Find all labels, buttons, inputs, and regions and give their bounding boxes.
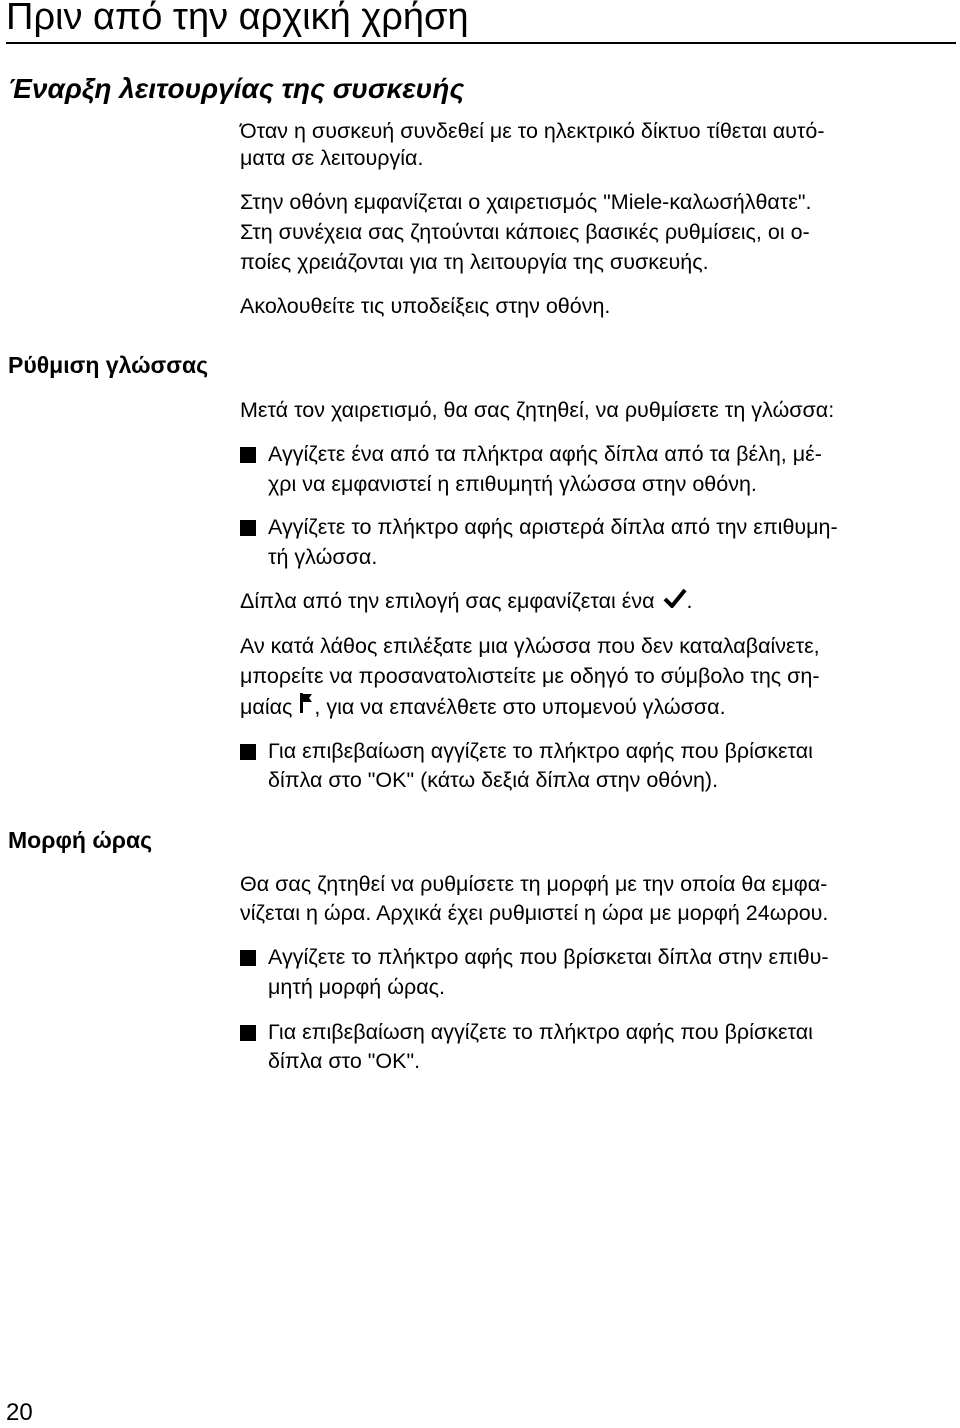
square-bullet-icon: [240, 1025, 256, 1041]
check-note-suffix: .: [686, 589, 693, 613]
time-step-line: μητή μορφή ώρας.: [268, 975, 445, 999]
language-side-label: Ρύθμιση γλώσσας: [8, 352, 209, 378]
startup-text-line: Όταν η συσκευή συνδεθεί με το ηλεκτρικό δίκτυο τίθεται αυτό-: [240, 119, 825, 143]
flag-icon: [299, 692, 313, 714]
wrong-language-line: μπορείτε να προσανατολιστείτε με οδηγό το σύμβολο της ση-: [240, 664, 820, 688]
startup-text-line: ποίες χρειάζονται για τη λειτουργία της συσκευής.: [240, 250, 709, 274]
time-side-label: Μορφή ώρας: [8, 827, 153, 853]
language-step-line: Αγγίζετε ένα από τα πλήκτρα αφής δίπλα από τα βέλη, μέ-: [268, 442, 822, 466]
square-bullet-icon: [240, 950, 256, 966]
startup-text-line: Ακολουθείτε τις υποδείξεις στην οθόνη.: [240, 294, 611, 318]
wrong-language-text: μαίας: [240, 695, 293, 719]
wrong-language-line: [240, 692, 726, 722]
language-step-line: Αγγίζετε το πλήκτρο αφής αριστερά δίπλα από την επιθυμη-: [268, 515, 838, 539]
wrong-language-line: Αν κατά λάθος επιλέξατε μια γλώσσα που δεν καταλαβαίνετε,: [240, 634, 820, 658]
square-bullet-icon: [240, 447, 256, 463]
language-step-line: Για επιβεβαίωση αγγίζετε το πλήκτρο αφής που βρίσκεται: [268, 739, 813, 763]
time-intro-line: Θα σας ζητηθεί να ρυθμίσετε τη μορφή με την οποία θα εμφα-: [240, 872, 828, 896]
square-bullet-icon: [240, 520, 256, 536]
startup-text-line: Στην οθόνη εμφανίζεται ο χαιρετισμός "Miele-καλωσήλθατε".: [240, 190, 812, 214]
language-intro: Μετά τον χαιρετισμό, θα σας ζητηθεί, να ρυθμίσετε τη γλώσσα:: [240, 398, 835, 422]
check-note-text: Δίπλα από την επιλογή σας εμφανίζεται ένα: [240, 589, 655, 613]
language-step-line: χρι να εμφανιστεί η επιθυμητή γλώσσα στην οθόνη.: [268, 472, 757, 496]
check-note: [240, 587, 693, 616]
page-title: Πριν από την αρχική χρήση: [6, 0, 469, 38]
title-divider: [6, 42, 956, 44]
startup-text-line: ματα σε λειτουργία.: [240, 146, 424, 170]
language-step-line: τή γλώσσα.: [268, 545, 378, 569]
language-step-line: δίπλα στο "OK" (κάτω δεξιά δίπλα στην οθόνη).: [268, 768, 719, 792]
page-number: 20: [6, 1399, 33, 1426]
time-step-line: Για επιβεβαίωση αγγίζετε το πλήκτρο αφής που βρίσκεται: [268, 1020, 813, 1044]
section-heading: Έναρξη λειτουργίας της συσκευής: [8, 73, 465, 104]
time-step-line: Αγγίζετε το πλήκτρο αφής που βρίσκεται δίπλα στην επιθυ-: [268, 945, 829, 969]
square-bullet-icon: [240, 744, 256, 760]
time-step-line: δίπλα στο "OK".: [268, 1049, 421, 1073]
checkmark-icon: [663, 588, 687, 608]
time-intro-line: νίζεται η ώρα. Αρχικά έχει ρυθμιστεί η ώρα με μορφή 24ωρου.: [240, 901, 829, 925]
startup-text-line: Στη συνέχεια σας ζητούνται κάποιες βασικές ρυθμίσεις, οι ο-: [240, 220, 810, 244]
wrong-language-text: , για να επανέλθετε στο υπομενού γλώσσα.: [314, 695, 726, 719]
